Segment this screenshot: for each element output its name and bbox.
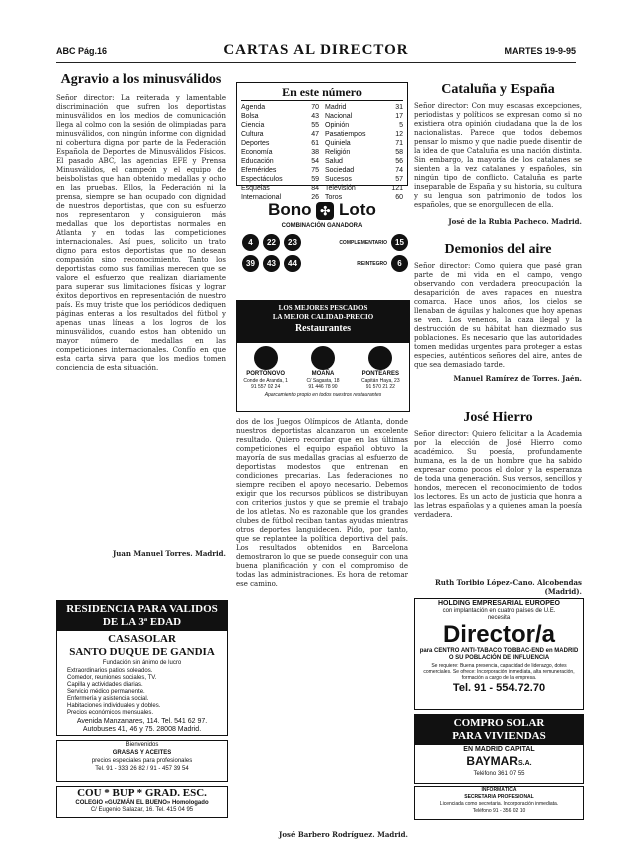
secretaria-ad [414, 786, 584, 820]
reintegro-number: 6 [391, 255, 408, 272]
contents-label: Espectáculos [241, 176, 283, 183]
contents-page: 54 [311, 158, 319, 165]
ad-features [57, 667, 227, 718]
contents-page: 47 [311, 131, 319, 138]
contents-label: Religión [325, 149, 351, 156]
section-label: ABC Pág.16 [56, 46, 108, 56]
contents-label: Sociedad [325, 167, 355, 174]
contents-page: 121 [391, 185, 403, 192]
contents-page: 12 [395, 131, 403, 138]
ad-subtitle: Fundación sin ánimo de lucro [102, 660, 182, 666]
contents-page: 75 [311, 167, 319, 174]
ad-line: GRASAS Y ACEITES [112, 750, 172, 756]
ad-line: Bienvenidos [125, 742, 159, 748]
letter-agravio [56, 72, 226, 558]
residencia-ad [56, 600, 228, 736]
contents-label: Madrid [325, 104, 347, 111]
contents-label: Salud [325, 158, 343, 165]
ad-name-1: CASASOLAR [108, 633, 176, 645]
contents-column [325, 103, 403, 202]
lottery-row [236, 255, 408, 272]
lottery-subtitle: COMBINACIÓN GANADORA [281, 223, 363, 229]
ad-name-2: SANTO DUQUE DE GANDIA [69, 646, 215, 658]
lottery-number: 43 [263, 255, 280, 272]
lottery-name-b: Loto [339, 200, 376, 219]
ad-line: con implantación en cuatro países de U.E. [442, 608, 556, 614]
ad-need: necesita [487, 615, 511, 621]
letter-signature: Juan Manuel Torres. Madrid. [112, 549, 226, 558]
restaurants-footer: Aparcamiento propio en todos nuestros restaurantes [264, 392, 382, 398]
restaurant-phone: 91 570 21 22 [365, 384, 395, 390]
ad-address: Avenida Manzanares, 114. Tel. 541 62 97. [76, 718, 208, 725]
cou-ad [56, 786, 228, 818]
letter-title: José Hierro [463, 410, 533, 425]
contents-label: Nacional [325, 113, 353, 120]
restaurant-phone: 91 557 02 24 [251, 384, 281, 390]
ad-line: SECRETARIA PROFESIONAL [464, 794, 534, 800]
feature-item: Extraordinarios patios soleados. [67, 668, 153, 674]
letter-signature: Ruth Toribio López-Cano. Alcobendas (Madrid). [434, 578, 582, 596]
letter-body: Señor director: Como quiera que pasé gran parte de mi vida en el campo, vengo observando con verdadera preocupación la desaparición de aves rapaces en nuestra comarca. Hace unos años, los cielos se llenaban de águilas y halcones que hoy apenas se ven. Los venenos, la caza ilegal y la destrucción de su hábitat han diezmado sus poblaciones. Es necesario que las autoridades tomen medidas urgentes para proteger a estas especies, auténticos señores del aire, antes de que sea demasiado tarde. [414, 262, 582, 369]
contents-row [241, 157, 319, 166]
page-header [56, 40, 576, 63]
contents-page: 74 [395, 167, 403, 174]
clover-icon: ✣ [316, 202, 334, 220]
contents-page: 43 [311, 113, 319, 120]
letter-body: Señor director: Quiero felicitar a la Academia por la elección de José Hierro como académico. Su poesía, profundamente humana, es la de un hombre que ha sabido expresar como pocos el dolor y la esperanza de toda una generación. Sus versos, sencillos y hondos, merecen el reconocimiento de todos los lectores. Es un acto de justicia que honra a las letras españolas y a quienes aman la poesía verdadera. [414, 430, 582, 519]
contents-label: Deportes [241, 140, 270, 147]
contents-row [325, 175, 403, 184]
letter-title: Cataluña y España [441, 82, 555, 97]
letter-hierro [414, 410, 582, 596]
date-label: MARTES 19-9-95 [504, 46, 576, 56]
contents-label: Pasatiempos [325, 131, 366, 138]
contents-page: 84 [311, 185, 319, 192]
contents-page: 60 [395, 194, 403, 201]
contents-row [325, 130, 403, 139]
ad-big-title: Director/a [442, 621, 556, 648]
contents-label: Esquelas [241, 185, 270, 192]
contents-label: Opinión [325, 122, 350, 129]
contents-row [241, 130, 319, 139]
feature-item: Comedor, reuniones sociales, TV. [67, 675, 157, 681]
letter-signature: Manuel Ramírez de Torres. Jaén. [453, 374, 582, 383]
lottery-number: 23 [284, 234, 301, 251]
crest-icon [254, 346, 278, 370]
letter-deporte [236, 418, 408, 839]
lottery-number: 4 [242, 234, 259, 251]
ad-brand-name: BAYMAR [466, 754, 518, 768]
contents-page: 38 [311, 149, 319, 156]
complementario-number: 15 [391, 234, 408, 251]
letter-body: Señor director: Con muy escasas excepciones, periodistas y políticos se expresan como si no existiera otra opinión ciudadana que la de los nacionalistas. Parece que todos debemos pensar lo mismo y que nadie puede disentir de la idea de que Cataluña es una nación distinta. Sin embargo, la mayoría de los catalanes se sienten a la vez catalanes y españoles, sin ningún tipo de conflicto. Cataluña es parte inseparable de España y su historia, su cultura y su lengua son patrimonio de todos los españoles, que se enorgullecen de ella. [414, 102, 582, 209]
ad-line: EN MADRID CAPITAL [463, 746, 535, 753]
letter-body: Señor director: La reiterada y lamentable discriminación que sufren los deportistas minusválidos en los medios de comunicación llega al colmo con la sesión de olimpiadas para minusválidos, con ningún informe con dignidad ni cobertura digna por parte de la Federación Española de Deportes de Minusválidos Físicos. El pasado ABC, las agencias EFE y Prensa Minusválidos, el campeón y el equipo de beisbolistas que han obtenido medallas y ocho en las pruebas. Ellos, la Federación ni la prensa, siempre se han ocupado con dignidad de nuestros deportistas, que con su esfuerzo nos representaron y consiguieron más medallas que los deportistas normales en Atlanta y en todas las competiciones internacionales. Así pues, solicito un trato digno para estos deportistas que no desean compasión sino reconocimiento. Tanto los deportistas como sus familias merecen que se valore el esfuerzo que realizan diariamente para superar sus limitaciones físicas y lograr éxitos deportivos en representación de nuestro país. Es muy triste que los periódicos dediquen páginas enteras a los resultados del fútbol y apenas unas líneas a los logros de los minusválidos, cuando estos han obtenido un mayor número de medallas en las competiciones internacionales. Confío en que esta carta sirva para que los medios tomen conciencia de esta situación. [56, 94, 226, 372]
feature-item: Servicio médico permanente. [67, 689, 145, 695]
feature-item: Precios económicos mensuales. [67, 710, 154, 716]
contents-label: Educación [241, 158, 274, 165]
compro-ad [414, 714, 584, 784]
complementario-label: COMPLEMENTARIO [339, 239, 387, 246]
contents-row [241, 175, 319, 184]
contents-page: 31 [395, 104, 403, 111]
contents-label: Ciencia [241, 122, 265, 129]
contents-page: 59 [311, 176, 319, 183]
lottery-number: 22 [263, 234, 280, 251]
contents-page: 70 [311, 104, 319, 111]
ad-title-1: COMPRO SOLAR [453, 717, 545, 729]
contents-row [325, 139, 403, 148]
contents-label: Internacional [241, 194, 282, 201]
contents-row [241, 148, 319, 157]
contents-page: 61 [311, 140, 319, 147]
contents-row [325, 157, 403, 166]
contents-grid [241, 103, 403, 202]
restaurant-address: C/ Sagasta, 18 [306, 378, 340, 384]
contents-label: Quiniela [325, 140, 351, 147]
letter-title: Agravio a los minusválidos [60, 72, 222, 87]
ad-address: C/ Eugenio Salazar, 16. Tel. 415 04 95 [90, 807, 194, 813]
reintegro-label: REINTEGRO [357, 260, 387, 267]
ad-reqs: Se requiere: Buena presencia, capacidad de liderazgo, dotes comerciales. Se ofrece: Incorporación inmediata, alta remuneración, formación a cargo de la empresa. [423, 663, 575, 681]
ad-brand-suffix: S.A. [517, 760, 532, 767]
ad-bus: Autobuses 41, 46 y 75. 28008 Madrid. [82, 726, 202, 733]
ad-line: COLEGIO «GUZMÁN EL BUENO» Homologado [75, 800, 209, 806]
letter-title: Demonios del aire [444, 242, 552, 257]
contents-label: Cultura [241, 131, 264, 138]
contents-row [325, 148, 403, 157]
contents-label: Agenda [241, 104, 266, 111]
contents-label: Bolsa [241, 113, 259, 120]
contents-label: Economía [241, 149, 273, 156]
contents-row [325, 112, 403, 121]
crest-icon [311, 346, 335, 370]
grasas-ad [56, 740, 228, 782]
contents-page: 71 [395, 140, 403, 147]
restaurants-ad [236, 300, 410, 412]
ad-phone: Tel. 91 - 554.72.70 [452, 682, 546, 694]
contents-row [241, 112, 319, 121]
lottery-number: 39 [242, 255, 259, 272]
crest-icon [368, 346, 392, 370]
restaurant-item [295, 346, 350, 390]
holding-ad [414, 598, 584, 710]
restaurant-item [238, 346, 293, 390]
ad-line: Tel. 91 - 333 26 82 / 91 - 457 39 54 [95, 766, 189, 772]
contents-page: 5 [399, 122, 403, 129]
contents-page: 56 [395, 158, 403, 165]
ad-title-2: DE LA 3ª EDAD [102, 616, 182, 628]
ad-title-2: PARA VIVIENDAS [452, 730, 546, 742]
contents-page: 55 [311, 122, 319, 129]
ad-line: precios especiales para profesionales [91, 758, 193, 764]
ad-line: INFORMÁTICA [481, 787, 517, 793]
contents-page: 17 [395, 113, 403, 120]
restaurant-list [237, 346, 409, 390]
contents-row [325, 121, 403, 130]
lottery-number: 44 [284, 255, 301, 272]
contents-label: Sucesos [325, 176, 352, 183]
contents-page: 26 [311, 194, 319, 201]
letter-body: dos de los Juegos Olímpicos de Atlanta, donde nuestros deportistas alcanzaron un excelente resultado. Quiero recordar que en las últimas competiciones el equipo español obtuvo la mayoría de sus medallas gracias al esfuerzo de deportistas modestos que entrenan en condiciones precarias. Las federaciones no siempre reciben el apoyo necesario. Debemos exigir que los recursos públicos se distribuyan con criterios justos y que se premie el trabajo de los atletas. No es razonable que los grandes clubes de fútbol reciban tantas ayudas mientras otros deportes languidecen. Pido, por tanto, que se replantee la política deportiva del país. Los resultados obtenidos en Barcelona demostraron lo que se puede conseguir con una buena planificación y con el compromiso de todas las administraciones. Es hora de retomar ese camino. [236, 418, 408, 588]
feature-item: Enfermería y asistencia social. [67, 696, 149, 702]
ad-heading: LA MEJOR CALIDAD-PRECIO [272, 313, 374, 321]
ad-brand [415, 754, 583, 771]
contents-label: Efemérides [241, 167, 277, 174]
page-title: CARTAS AL DIRECTOR [223, 42, 409, 58]
restaurant-phone: 91 446 78 90 [308, 384, 338, 390]
contents-row [241, 139, 319, 148]
ad-title-banner [415, 715, 583, 745]
restaurants-banner [237, 301, 409, 343]
contents-row [325, 184, 403, 193]
ad-title: HOLDING EMPRESARIAL EUROPEO [438, 600, 560, 607]
lottery-box [236, 200, 408, 290]
contents-label: Televisión [325, 185, 356, 192]
feature-item: Capilla y actividades diarias. [67, 682, 143, 688]
ad-body: para CENTRO ANTI-TABACO TOBBAC-END en MADRID O SU POBLACIÓN DE INFLUENCIA [419, 648, 579, 661]
restaurant-address: Capitán Haya, 23 [360, 378, 400, 384]
contents-row [241, 166, 319, 175]
letter-signature: José Barbero Rodríguez. Madrid. [279, 830, 408, 839]
contents-row [325, 166, 403, 175]
ad-heading: LOS MEJORES PESCADOS [278, 304, 368, 312]
contents-row [241, 103, 319, 112]
lottery-name-a: Bono [268, 200, 312, 219]
lottery-row [236, 234, 408, 251]
contents-page: 58 [395, 149, 403, 156]
contents-row [241, 121, 319, 130]
contents-label: Toros [325, 194, 343, 201]
ad-line: Licenciada como secretaria. Incorporación inmediata. [439, 801, 559, 807]
ad-title: COU * BUP * GRAD. ESC. [77, 787, 207, 799]
restaurant-item [353, 346, 408, 390]
restaurant-name: MOAÑA [311, 371, 335, 377]
lottery-logo [236, 200, 408, 220]
feature-item: Habitaciones individuales y dobles. [67, 703, 161, 709]
letter-signature: José de la Rubia Pacheco. Madrid. [448, 217, 582, 226]
contents-page: 57 [395, 176, 403, 183]
contents-title: En este número [241, 85, 403, 101]
letter-demonios [414, 242, 582, 383]
letter-cataluna [414, 82, 582, 226]
contents-row [325, 103, 403, 112]
ad-title-1: RESIDENCIA PARA VALIDOS [66, 603, 218, 615]
restaurant-address: Conde de Aranda, 1 [243, 378, 288, 384]
ad-phone: Teléfono 361 07 55 [473, 771, 525, 777]
ad-line: Teléfono 91 - 356 02 10 [472, 808, 526, 814]
contents-row [241, 184, 319, 193]
restaurant-name: PONTEARES [361, 371, 399, 377]
restaurant-name: PORTONOVO [246, 371, 286, 377]
ad-heading: Restaurantes [294, 323, 352, 334]
contents-box [236, 82, 408, 201]
contents-column [241, 103, 319, 202]
